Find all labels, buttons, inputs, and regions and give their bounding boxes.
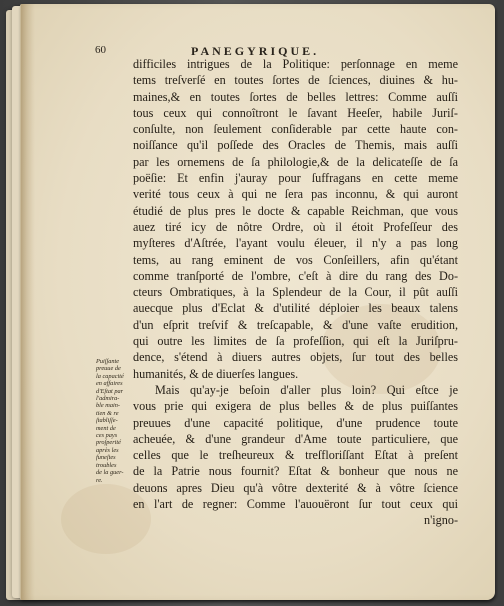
margin-note (96, 358, 136, 484)
text-line: d'un eſprit treſvif & treſcapable, & d'une vaſte erudition, (133, 317, 458, 332)
text-line: auecque plus d'Eclat & d'utilité déploier les beaux talens (133, 301, 458, 316)
text-line: poëſie: Et enfin j'auray pour ſuffragans en cette meme (133, 171, 458, 186)
margin-note-line: funeſtes (96, 454, 116, 462)
margin-note-line: proſperité (96, 439, 121, 447)
margin-note-line: ment de (96, 424, 116, 432)
margin-note-line: d'Eſtat par (96, 387, 124, 395)
text-line: de la Patrie nous fournit? Eſtat & bonheur que nous ne (133, 464, 458, 479)
text-line: acheuée, & d'une grandeur d'Ame toute particuliere, que (133, 431, 458, 446)
text-line: qui outre les limites de ſa profeſſion, qui eſt la Juriſpru- (133, 334, 458, 349)
margin-note-line: la capacité (96, 372, 124, 380)
body-text (133, 56, 458, 529)
text-line: conſulte, non ſeulement conſiderable par cette haute con- (133, 122, 458, 137)
text-line: tems treſverſé en toutes ſortes de ſciences, diuines & hu- (133, 73, 458, 88)
text-line: étudié de plus pres le docte & capable Reichman, que vous (133, 203, 458, 218)
catchword: n'igno- (423, 513, 458, 528)
margin-note-line: l'admira- (96, 395, 120, 403)
gutter-shadow (21, 4, 35, 600)
text-line: noiſſance qu'il poſſede des Oracles de Themis, mais auſſi (133, 138, 458, 153)
margin-note-line: Puiſſante (96, 358, 120, 365)
text-line: en l'art de regner: Comme l'auouëront ſur tout ceux qui (133, 497, 458, 512)
text-line: preuues d'une capacité politique, d'une prudence toute (133, 415, 458, 430)
text-line: humanités, & de diuerſes langues. (133, 366, 299, 381)
margin-note-line: en affaires (96, 380, 123, 388)
text-line: difficiles intrigues de la Politique: perſonnage en meme (133, 57, 458, 71)
margin-note-line: preuue de (96, 365, 121, 373)
margin-note-line: après les (96, 446, 119, 454)
text-line: deuons apres Dieu qu'à vôtre dexterité & à vôtre ſcience (133, 480, 458, 495)
text-line: vous prie qui exigera de plus belles & de plus puiſſantes (133, 399, 458, 414)
text-line: maines,& en toutes ſortes de belles lettres: Comme auſſi (133, 89, 458, 104)
page-number: 60 (95, 44, 106, 56)
margin-note-line: troubles (96, 461, 117, 469)
text-line: comme tranſporté de l'ombre, c'eſt à dire du rang des Do- (133, 268, 458, 283)
margin-note-line: ces pays (96, 432, 118, 440)
text-line: Mais qu'ay-je beſoin d'aller plus loin? Qui eſtce je (155, 382, 458, 397)
text-line: dence, s'étend à diuers autres objets, ſur tout des belles (133, 350, 458, 365)
margin-note-line: de la guer- (96, 469, 124, 477)
text-line: cteurs Ombratiques, à la Splendeur de la Cour, il pût auſſi (133, 285, 458, 300)
margin-note-line: tien & re (96, 409, 119, 417)
text-line: auez tiré icy de nôtre Ordre, où il étoit Profeſſeur des (133, 219, 458, 234)
margin-note-line: re. (96, 476, 103, 484)
text-line: verité tous ceux à qui ne ſera pas inconnu, & qui auront (133, 187, 458, 202)
text-line: tems, au rang eminent de vos Conſeillers, afin qu'étant (133, 252, 458, 267)
text-line: myſteres d'Aſtrée, l'ayant voulu éleuer, il n'y a pas long (133, 236, 458, 251)
running-title: PANEGYRIQUE. (191, 44, 320, 58)
margin-note-line: ble main- (96, 402, 120, 410)
text-line: par les ornemens de ſa philologie,& de la delicateſſe de ſa (133, 154, 458, 169)
margin-note-line: ſtabliſſe- (96, 417, 118, 425)
text-line: celles que le treſheureux & treſfloriſſant Eſtat à preſent (133, 448, 458, 463)
text-line: tous ceux qui connoîtront le ſavant Heeſer, habile Juriſ- (133, 105, 458, 120)
